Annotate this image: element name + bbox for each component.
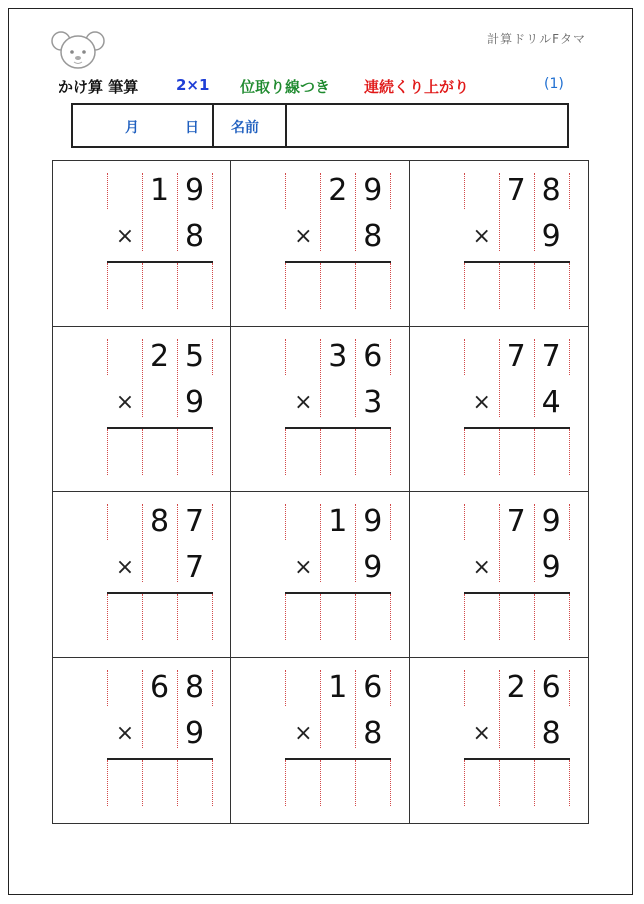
multiplicand-ones-digit: 6 [363, 338, 383, 374]
place-value-guide [177, 760, 178, 806]
place-value-guide [534, 429, 535, 475]
place-value-guide [107, 429, 108, 475]
multiplier-digit: 9 [184, 715, 205, 751]
multiplicand-ones-digit: 8 [541, 173, 561, 208]
multiplier-digit: 4 [541, 384, 561, 420]
times-sign: × [472, 389, 491, 415]
multiplicand-tens-digit: 1 [149, 173, 170, 208]
place-value-guide [142, 263, 143, 309]
place-value-guide [107, 594, 108, 640]
place-value-guide [390, 670, 391, 706]
place-value-guide [107, 173, 108, 209]
place-value-guide [390, 594, 391, 640]
place-value-guide [355, 263, 356, 309]
answer-line [464, 592, 570, 594]
name-separator [285, 105, 287, 146]
place-value-guide [142, 429, 143, 475]
place-value-guide [285, 504, 286, 540]
problem-cell [231, 658, 409, 824]
place-value-guide [107, 670, 108, 706]
times-sign: × [115, 720, 135, 746]
multiplicand-ones-digit: 8 [184, 669, 205, 705]
multiplier-digit: 9 [184, 384, 205, 420]
multiplier-digit: 9 [541, 550, 561, 585]
place-value-guide [285, 339, 286, 375]
date-separator [212, 105, 214, 146]
place-value-guide [390, 339, 391, 375]
month-label: 月 [125, 120, 139, 136]
multiplier-digit: 8 [184, 219, 205, 254]
problem-cell [53, 327, 231, 493]
answer-line [107, 427, 213, 429]
multiplicand-tens-digit: 2 [506, 669, 526, 705]
place-value-guide [569, 173, 570, 209]
times-sign: × [294, 720, 313, 746]
place-value-guide [390, 173, 391, 209]
place-value-guide [499, 760, 500, 806]
multiplicand-ones-digit: 9 [184, 173, 205, 208]
multiplicand-tens-digit: 7 [506, 173, 526, 208]
sheet-number: (1) [544, 76, 564, 92]
place-value-guide [569, 594, 570, 640]
answer-line [285, 261, 391, 263]
place-value-guide [212, 263, 213, 309]
multiplicand-ones-digit: 7 [541, 338, 561, 374]
problem-cell [410, 327, 588, 493]
answer-line [464, 427, 570, 429]
place-value-guide [390, 760, 391, 806]
place-value-guide [534, 263, 535, 309]
multiplier-digit: 9 [541, 219, 561, 254]
title-grid-note: 位取り線つき [240, 78, 331, 96]
multiplicand-tens-digit: 8 [149, 504, 170, 539]
problem-cell [53, 492, 231, 658]
problem-cell [231, 161, 409, 327]
day-label: 日 [185, 120, 199, 136]
place-value-guide [107, 263, 108, 309]
brand-text: 計算ドリルFタマ [487, 32, 586, 46]
answer-line [107, 758, 213, 760]
times-sign: × [472, 720, 491, 746]
answer-line [464, 261, 570, 263]
place-value-guide [355, 760, 356, 806]
multiplier-digit: 8 [363, 219, 383, 254]
problem-cell [410, 161, 588, 327]
place-value-guide [390, 429, 391, 475]
place-value-guide [320, 760, 321, 806]
mascot-logo-icon [50, 28, 106, 72]
place-value-guide [569, 429, 570, 475]
answer-line [285, 427, 391, 429]
multiplicand-tens-digit: 2 [149, 338, 170, 374]
place-value-guide [499, 594, 500, 640]
place-value-guide [177, 263, 178, 309]
place-value-guide [569, 670, 570, 706]
place-value-guide [107, 760, 108, 806]
title-carry-note: 連続くり上がり [364, 78, 470, 96]
multiplicand-tens-digit: 7 [506, 338, 526, 374]
place-value-guide [320, 594, 321, 640]
place-value-guide [464, 339, 465, 375]
problem-cell [53, 161, 231, 327]
times-sign: × [115, 224, 135, 249]
answer-line [464, 758, 570, 760]
multiplier-digit: 3 [363, 384, 383, 420]
place-value-guide [320, 429, 321, 475]
multiplicand-tens-digit: 3 [328, 338, 348, 374]
place-value-guide [107, 339, 108, 375]
place-value-guide [355, 594, 356, 640]
place-value-guide [464, 594, 465, 640]
times-sign: × [294, 389, 313, 415]
place-value-guide [320, 263, 321, 309]
multiplicand-ones-digit: 6 [363, 669, 383, 705]
problem-cell [410, 492, 588, 658]
place-value-guide [177, 594, 178, 640]
problem-cell [231, 492, 409, 658]
multiplier-digit: 8 [541, 715, 561, 751]
place-value-guide [212, 594, 213, 640]
place-value-guide [499, 429, 500, 475]
answer-line [107, 592, 213, 594]
place-value-guide [464, 670, 465, 706]
place-value-guide [464, 429, 465, 475]
times-sign: × [294, 555, 313, 580]
problem-cell [53, 658, 231, 824]
place-value-guide [569, 504, 570, 540]
place-value-guide [212, 504, 213, 540]
multiplicand-ones-digit: 6 [541, 669, 561, 705]
name-date-box [71, 103, 569, 148]
place-value-guide [177, 429, 178, 475]
place-value-guide [285, 760, 286, 806]
multiplicand-tens-digit: 1 [328, 504, 348, 539]
problem-cell [410, 658, 588, 824]
place-value-guide [285, 594, 286, 640]
place-value-guide [212, 429, 213, 475]
times-sign: × [294, 224, 313, 249]
place-value-guide [212, 173, 213, 209]
place-value-guide [285, 429, 286, 475]
multiplicand-ones-digit: 9 [541, 504, 561, 539]
place-value-guide [569, 263, 570, 309]
multiplier-digit: 7 [184, 550, 205, 585]
place-value-guide [534, 760, 535, 806]
answer-line [285, 592, 391, 594]
times-sign: × [115, 389, 135, 415]
multiplicand-ones-digit: 7 [184, 504, 205, 539]
place-value-guide [285, 670, 286, 706]
place-value-guide [355, 429, 356, 475]
title-spec: 2×1 [176, 76, 210, 94]
multiplicand-tens-digit: 6 [149, 669, 170, 705]
multiplicand-ones-digit: 5 [184, 338, 205, 374]
place-value-guide [142, 594, 143, 640]
place-value-guide [212, 670, 213, 706]
name-field[interactable] [297, 117, 557, 137]
multiplier-digit: 8 [363, 715, 383, 751]
times-sign: × [115, 555, 135, 580]
place-value-guide [569, 339, 570, 375]
place-value-guide [107, 504, 108, 540]
place-value-guide [464, 173, 465, 209]
place-value-guide [569, 760, 570, 806]
place-value-guide [390, 263, 391, 309]
problem-cell [231, 327, 409, 493]
place-value-guide [464, 263, 465, 309]
multiplicand-ones-digit: 9 [363, 173, 383, 208]
times-sign: × [472, 224, 491, 249]
place-value-guide [464, 504, 465, 540]
place-value-guide [499, 263, 500, 309]
place-value-guide [285, 173, 286, 209]
title-main: かけ算 筆算 [58, 78, 139, 96]
place-value-guide [464, 760, 465, 806]
place-value-guide [534, 594, 535, 640]
name-label: 名前 [231, 120, 259, 136]
times-sign: × [472, 555, 491, 580]
answer-line [107, 261, 213, 263]
place-value-guide [142, 760, 143, 806]
place-value-guide [285, 263, 286, 309]
place-value-guide [212, 339, 213, 375]
place-value-guide [212, 760, 213, 806]
place-value-guide [390, 504, 391, 540]
worksheet-title [58, 76, 578, 98]
multiplier-digit: 9 [363, 550, 383, 585]
multiplicand-tens-digit: 2 [328, 173, 348, 208]
problem-grid [52, 160, 589, 824]
answer-line [285, 758, 391, 760]
multiplicand-tens-digit: 1 [328, 669, 348, 705]
multiplicand-ones-digit: 9 [363, 504, 383, 539]
multiplicand-tens-digit: 7 [506, 504, 526, 539]
